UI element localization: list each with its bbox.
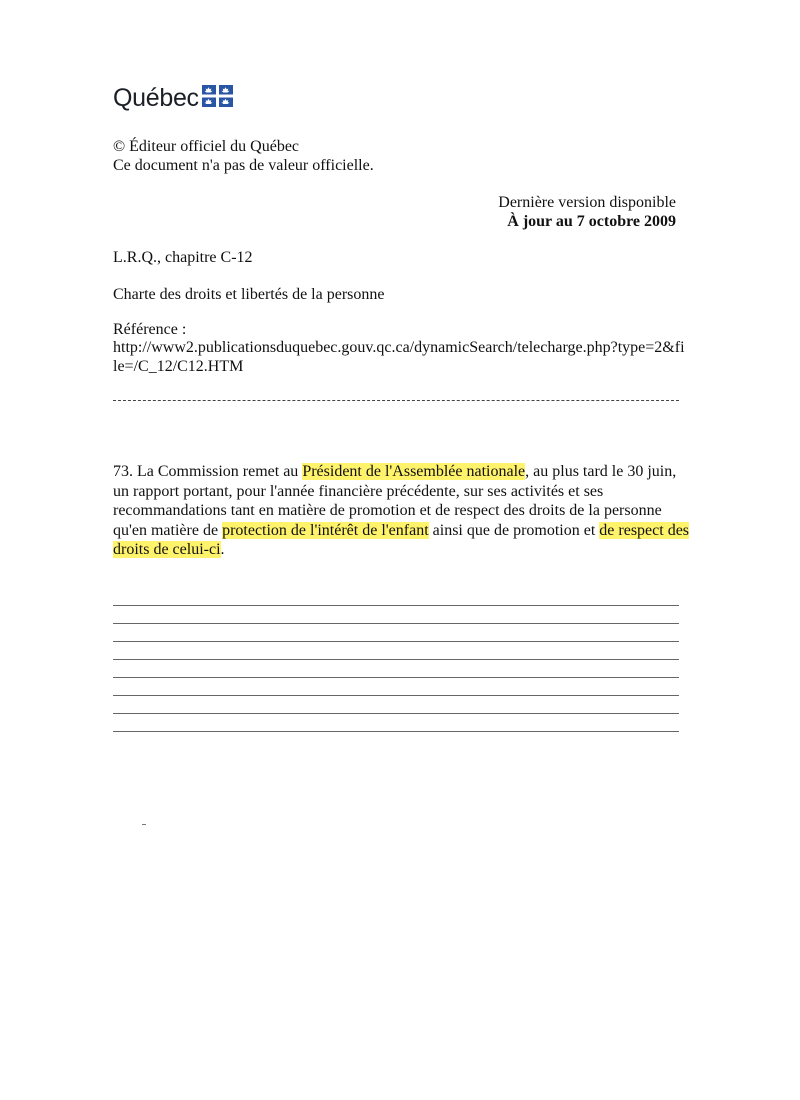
ruled-line — [113, 677, 679, 695]
dashed-separator — [113, 400, 679, 401]
highlight-president: Président de l'Assemblée nationale — [302, 463, 526, 480]
article-line-5 — [113, 540, 693, 560]
reference-label: Référence : — [113, 321, 187, 338]
copyright-line: © Éditeur officiel du Québec — [113, 138, 300, 155]
law-chapter: L.R.Q., chapitre C-12 — [113, 249, 253, 266]
disclaimer-line: Ce document n'a pas de valeur officielle. — [113, 157, 374, 174]
ruled-line — [113, 713, 679, 731]
article-text: . — [220, 541, 225, 558]
article-73 — [113, 462, 693, 560]
ruled-line — [113, 731, 679, 749]
quebec-flag-icon — [202, 85, 233, 112]
reference-url-line-2: le=/C_12/C12.HTM — [113, 358, 244, 375]
article-text: qu'en matière de — [113, 521, 223, 539]
logo-wordmark: Québec — [113, 84, 199, 112]
article-text: ainsi que de promotion et — [428, 521, 600, 539]
highlight-respect: de respect des — [599, 521, 690, 539]
ruled-lines — [113, 605, 679, 749]
scan-speck — [142, 824, 146, 825]
version-label: Dernière version disponible — [498, 194, 676, 211]
ruled-line — [113, 641, 679, 659]
highlight-droits: droits de celui-ci — [113, 541, 221, 558]
ruled-line — [113, 659, 679, 677]
article-line-4 — [113, 521, 693, 541]
reference-url-line-1: http://www2.publicationsduquebec.gouv.qc.ca/dynamicSearch/telecharge.php?type=2&fi — [113, 339, 685, 356]
quebec-logo — [113, 84, 233, 113]
highlight-protection: protection de l'intérêt de l'enfant — [222, 521, 429, 539]
article-line-3: recommandations tant en matière de promotion et de respect des droits de la personne — [113, 502, 662, 519]
article-line-1 — [113, 462, 693, 482]
article-line-2: un rapport portant, pour l'année financière précédente, sur ses activités et ses — [113, 482, 604, 500]
article-text: , au plus tard le 30 juin, — [525, 463, 677, 480]
ruled-line — [113, 605, 679, 623]
ruled-line — [113, 623, 679, 641]
version-date: À jour au 7 octobre 2009 — [507, 213, 676, 230]
article-text: 73. La Commission remet au — [113, 463, 303, 480]
law-title: Charte des droits et libertés de la personne — [113, 286, 385, 303]
ruled-line — [113, 695, 679, 713]
